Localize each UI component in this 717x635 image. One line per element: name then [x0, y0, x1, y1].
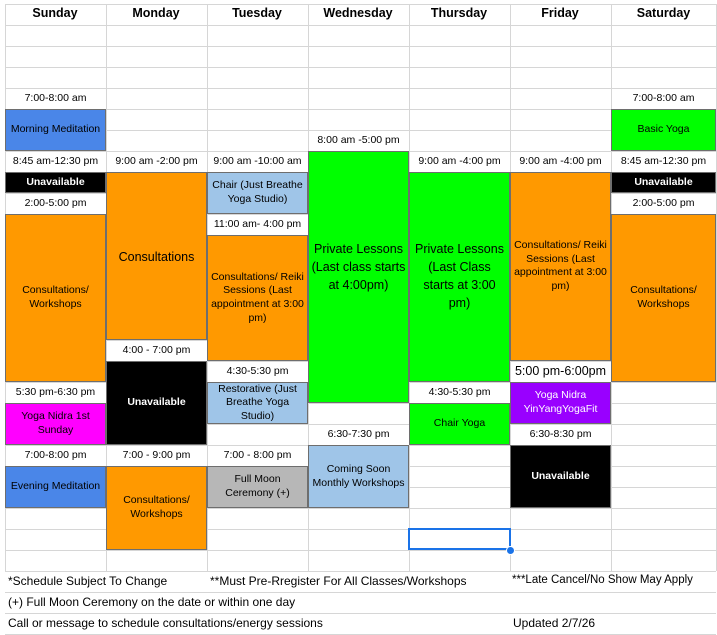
tuesday-time-1[interactable]: 9:00 am -10:00 am: [213, 154, 302, 167]
thursday-private-lessons[interactable]: Private Lessons (Last Class starts at 3:00 pm): [409, 172, 510, 382]
sunday-morning-meditation[interactable]: Morning Meditation: [5, 109, 106, 151]
monday-time-1[interactable]: 9:00 am -2:00 pm: [115, 154, 198, 167]
friday-time-2[interactable]: 5:00 pm-6:00pm: [514, 364, 607, 379]
grid-row-line: [5, 25, 716, 26]
friday-time-1[interactable]: 9:00 am -4:00 pm: [519, 154, 602, 167]
selected-cell[interactable]: [408, 528, 511, 550]
note-updated[interactable]: Updated 2/7/26: [513, 616, 596, 630]
sunday-time-5[interactable]: 7:00-8:00 pm: [24, 448, 87, 461]
tuesday-full-moon[interactable]: Full Moon Ceremony (+): [207, 466, 308, 508]
saturday-consultations[interactable]: Consultations/ Workshops: [611, 214, 716, 382]
grid-row-line: [5, 613, 716, 614]
grid-row-line: [5, 571, 716, 572]
thursday-chair-yoga[interactable]: Chair Yoga: [409, 403, 510, 445]
grid-row-line: [5, 67, 716, 68]
thursday-time-1[interactable]: 9:00 am -4:00 pm: [418, 154, 501, 167]
monday-time-2[interactable]: 4:00 - 7:00 pm: [122, 343, 191, 356]
friday-yoga-nidra[interactable]: Yoga Nidra YinYangYogaFit: [510, 382, 611, 424]
header-thursday[interactable]: Thursday: [430, 6, 488, 20]
sunday-consultations[interactable]: Consultations/ Workshops: [5, 214, 106, 382]
saturday-time-2[interactable]: 8:45 am-12:30 pm: [620, 154, 707, 167]
monday-time-3[interactable]: 7:00 - 9:00 pm: [122, 448, 191, 461]
tuesday-time-4[interactable]: 7:00 - 8:00 pm: [223, 448, 292, 461]
header-wednesday[interactable]: Wednesday: [323, 6, 393, 20]
header-tuesday[interactable]: Tuesday: [232, 6, 282, 20]
saturday-unavailable[interactable]: Unavailable: [611, 172, 716, 193]
header-friday[interactable]: Friday: [541, 6, 579, 20]
thursday-time-2[interactable]: 4:30-5:30 pm: [428, 385, 491, 398]
header-saturday[interactable]: Saturday: [636, 6, 691, 20]
sunday-evening-meditation[interactable]: Evening Meditation: [5, 466, 106, 508]
grid-row-line: [5, 109, 716, 110]
friday-unavailable[interactable]: Unavailable: [510, 445, 611, 508]
header-sunday[interactable]: Sunday: [32, 6, 78, 20]
sunday-yoga-nidra[interactable]: Yoga Nidra 1st Sunday: [5, 403, 106, 445]
saturday-time-3[interactable]: 2:00-5:00 pm: [632, 196, 695, 209]
saturday-time-1[interactable]: 7:00-8:00 am: [632, 91, 695, 104]
grid-row-line: [5, 88, 716, 89]
monday-unavailable[interactable]: Unavailable: [106, 361, 207, 445]
sunday-time-2[interactable]: 8:45 am-12:30 pm: [12, 154, 99, 167]
note-late-cancel[interactable]: ***Late Cancel/No Show May Apply: [512, 574, 693, 586]
tuesday-chair[interactable]: Chair (Just Breathe Yoga Studio): [207, 172, 308, 214]
sunday-unavailable[interactable]: Unavailable: [5, 172, 106, 193]
friday-reiki[interactable]: Consultations/ Reiki Sessions (Last appointment at 3:00 pm): [510, 172, 611, 361]
friday-time-3[interactable]: 6:30-8:30 pm: [529, 427, 592, 440]
fill-handle[interactable]: [506, 546, 515, 555]
wednesday-time-2[interactable]: 6:30-7:30 pm: [327, 427, 390, 440]
tuesday-time-2[interactable]: 11:00 am- 4:00 pm: [213, 217, 302, 230]
note-pre-register[interactable]: **Must Pre-Rregister For All Classes/Workshops: [210, 574, 467, 588]
note-schedule-change[interactable]: *Schedule Subject To Change: [8, 574, 168, 588]
header-monday[interactable]: Monday: [132, 6, 180, 20]
grid-row-line: [5, 46, 716, 47]
wednesday-private-lessons[interactable]: Private Lessons (Last class starts at 4:00pm): [308, 151, 409, 403]
sunday-time-3[interactable]: 2:00-5:00 pm: [24, 196, 87, 209]
tuesday-restorative[interactable]: Restorative (Just Breathe Yoga Studio): [207, 382, 308, 424]
saturday-basic-yoga[interactable]: Basic Yoga: [611, 109, 716, 151]
sunday-time-4[interactable]: 5:30 pm-6:30 pm: [15, 385, 96, 398]
note-full-moon[interactable]: (+) Full Moon Ceremony on the date or within one day: [8, 595, 296, 609]
monday-consultations[interactable]: Consultations: [106, 172, 207, 340]
note-call-message[interactable]: Call or message to schedule consultations/energy sessions: [8, 616, 323, 630]
monday-consultations-workshops[interactable]: Consultations/ Workshops: [106, 466, 207, 550]
grid-row-line: [5, 550, 716, 551]
wednesday-time-1[interactable]: 8:00 am -5:00 pm: [317, 133, 400, 146]
tuesday-reiki[interactable]: Consultations/ Reiki Sessions (Last appointment at 3:00 pm): [207, 235, 308, 361]
grid-row-line: [5, 592, 716, 593]
wednesday-coming-soon[interactable]: Coming Soon Monthly Workshops: [308, 445, 409, 508]
tuesday-time-3[interactable]: 4:30-5:30 pm: [226, 364, 289, 377]
sunday-time-1[interactable]: 7:00-8:00 am: [24, 91, 87, 104]
